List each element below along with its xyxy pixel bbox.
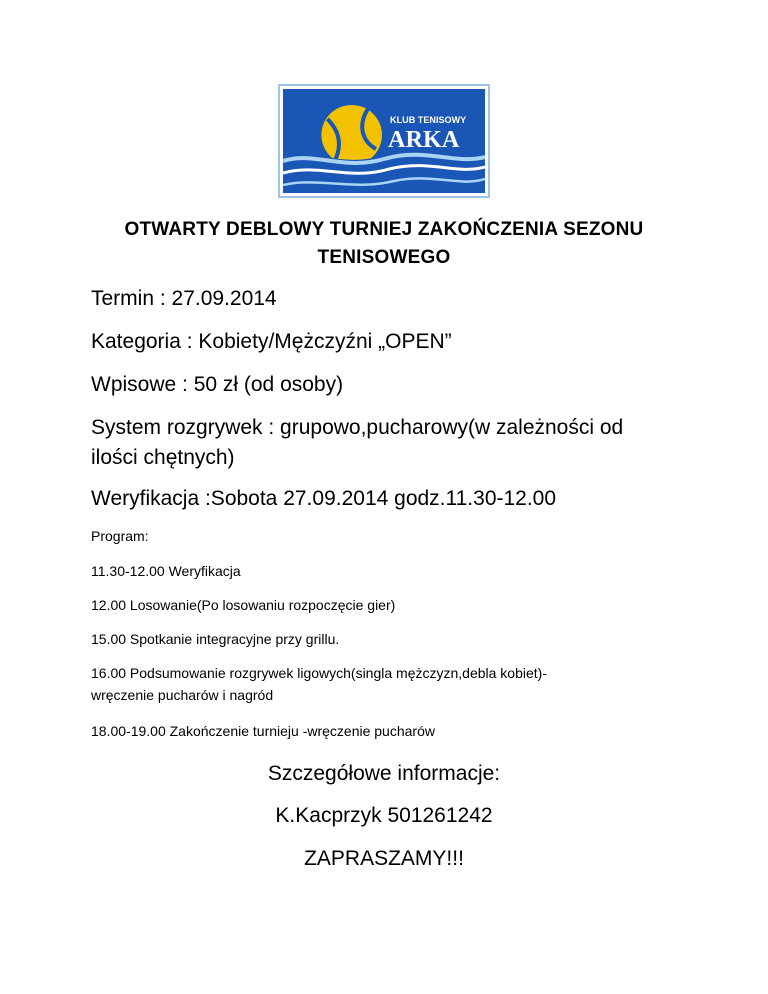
club-name: ARKA — [388, 127, 460, 153]
kategoria-line: Kategoria : Kobiety/Mężczyźni „OPEN” — [91, 330, 452, 353]
program-heading: Program: — [91, 528, 149, 544]
termin-line: Termin : 27.09.2014 — [91, 287, 277, 310]
invite-line: ZAPRASZAMY!!! — [304, 847, 464, 870]
wpisowe-line: Wpisowe : 50 zł (od osoby) — [91, 373, 344, 396]
tennis-ball-sun-icon — [283, 89, 485, 193]
program-item: 15.00 Spotkanie integracyjne przy grillu. — [91, 631, 340, 647]
club-logo-panel — [283, 89, 485, 193]
program-item-continued: wręczenie pucharów i nagród — [91, 687, 274, 703]
program-item: 11.30-12.00 Weryfikacja — [91, 563, 241, 579]
system-line-1: System rozgrywek : grupowo,pucharowy(w zależności od — [91, 416, 624, 439]
program-item: 12.00 Losowanie(Po losowaniu rozpoczęcie gier) — [91, 597, 396, 613]
club-label: KLUB TENISOWY — [390, 115, 467, 125]
program-item: 18.00-19.00 Zakończenie turnieju -wręczenie pucharów — [91, 723, 435, 739]
title-line-2: TENISOWEGO — [317, 247, 451, 268]
title-line-1: OTWARTY DEBLOWY TURNIEJ ZAKOŃCZENIA SEZONU — [124, 219, 644, 240]
system-line-2: ilości chętnych) — [91, 446, 235, 469]
info-heading: Szczegółowe informacje: — [267, 762, 501, 785]
program-item: 16.00 Podsumowanie rozgrywek ligowych(singla mężczyzn,debla kobiet)- — [91, 665, 547, 681]
weryfikacja-line: Weryfikacja :Sobota 27.09.2014 godz.11.30-12.00 — [91, 487, 557, 510]
club-logo — [278, 84, 490, 198]
contact-line: K.Kacprzyk 501261242 — [275, 804, 493, 827]
page-title — [60, 216, 708, 272]
